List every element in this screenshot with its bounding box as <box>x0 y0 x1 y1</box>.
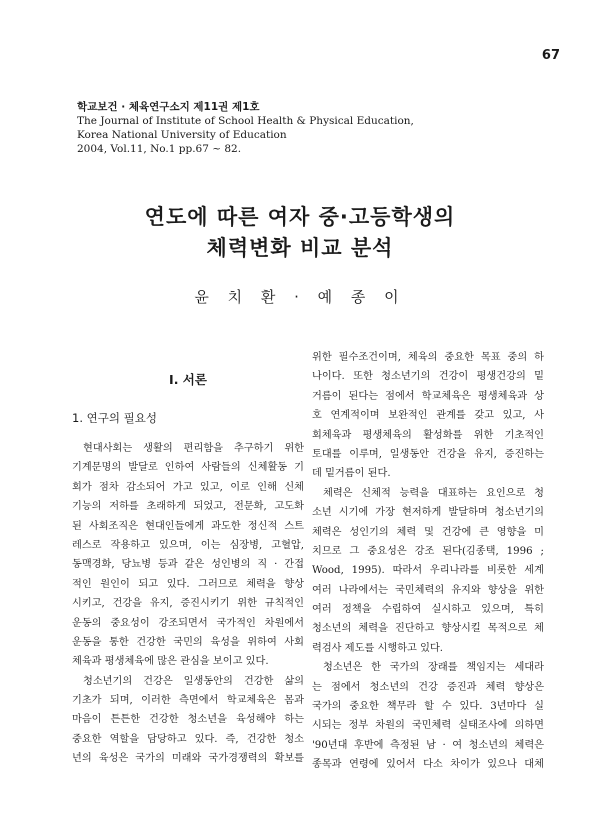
text-line: 중요한 역할을 담당하고 있다. 즉, 건강한 청소 <box>72 733 304 745</box>
text-line: 체력은 신체적 능력을 대표하는 요인으로 청 <box>323 487 544 499</box>
paragraph <box>312 484 544 659</box>
subsection-heading-necessity: 1. 연구의 필요성 <box>72 411 157 425</box>
paragraph <box>72 672 304 769</box>
paragraph <box>312 348 544 484</box>
text-line: 토대를 이루며, 일생동안 건강을 유지, 증진하는 <box>312 448 544 460</box>
text-line: 레스로 작용하고 있으며, 이는 심장병, 고혈압, <box>72 539 304 551</box>
page-number: 67 <box>541 48 560 63</box>
text-line: 시되는 정부 차원의 국민체력 실태조사에 의하면 <box>312 720 544 732</box>
text-line: 여러 나라에서는 국민체력의 유지와 향상을 위한 <box>312 584 544 596</box>
text-line: 현대사회는 생활의 편리함을 추구하기 위한 <box>83 443 304 454</box>
section-heading-introduction: Ⅰ. 서론 <box>169 372 207 387</box>
text-line: 치므로 그 중요성은 강조 된다(김종택, 1996 ; <box>312 545 544 557</box>
paragraph <box>72 439 304 672</box>
left-column <box>72 345 304 769</box>
text-line: 년의 육성은 국가의 미래와 국가경쟁력의 확보를 <box>72 753 304 765</box>
text-line: 시키고, 건강을 유지, 증진시키기 위한 규칙적인 <box>72 598 304 610</box>
text-line: 청소년의 체력을 진단하고 향상시킬 목적으로 체 <box>312 623 544 635</box>
text-line: 기계문명의 발달로 인하여 사람들의 신체활동 기 <box>72 462 304 474</box>
journal-name-english: The Journal of Institute of School Health & Physical Education, <box>77 115 414 127</box>
text-line: 청소년은 한 국가의 장래를 책임지는 세대라 <box>323 662 544 674</box>
text-line: Wood, 1995). 따라서 우리나라를 비롯한 세계 <box>312 565 544 577</box>
journal-info <box>77 100 537 156</box>
journal-citation: 2004, Vol.11, No.1 pp.67 ~ 82. <box>77 143 242 155</box>
text-line: 나이다. 또한 청소년기의 건강이 평생건강의 밑 <box>312 371 544 383</box>
right-column <box>312 348 544 775</box>
text-line: 회가 점차 감소되어 가고 있고, 이로 인해 신체 <box>72 481 304 493</box>
title-line-1: 연도에 따른 여자 중·고등학생의 <box>144 205 456 229</box>
text-line: 기초가 되며, 이러한 측면에서 학교체육은 몸과 <box>72 695 304 707</box>
text-line: 위한 필수조건이며, 체육의 중요한 목표 중의 하 <box>312 352 544 363</box>
article-title <box>0 202 600 264</box>
text-line: 국가의 중요한 책무라 할 수 있다. 3년마다 실 <box>312 701 544 713</box>
text-line: 회체육과 평생체육의 활성화를 위한 기초적인 <box>312 429 544 441</box>
text-line: '90년대 후반에 측정된 남 · 여 청소년의 체력은 <box>312 739 544 751</box>
text-line: 거름이 된다는 점에서 학교체육은 평생체육과 상 <box>312 390 544 402</box>
paragraph <box>312 658 544 774</box>
text-line: 체력은 성인기의 체력 및 건강에 큰 영향을 미 <box>312 526 544 538</box>
text-line: 호 연계적이며 보완적인 관계를 갖고 있고, 사 <box>312 410 544 422</box>
text-line: 체육과 평생체육에 많은 관심을 보이고 있다. <box>72 656 269 668</box>
text-line: 데 밑거름이 된다. <box>312 468 391 480</box>
text-line: 청소년기의 건강은 일생동안의 건강한 삶의 <box>83 675 304 687</box>
journal-institution: Korea National University of Education <box>77 129 287 141</box>
text-line: 동맥경화, 당뇨병 등과 같은 성인병의 직 · 간접 <box>72 559 304 571</box>
title-line-2: 체력변화 비교 분석 <box>206 236 394 260</box>
journal-name-korean: 학교보건 · 체육연구소지 제11권 제1호 <box>77 101 260 113</box>
text-line: 적인 원인이 되고 있다. 그러므로 체력을 향상 <box>72 578 304 590</box>
text-line: 운동을 통한 건강한 국민의 육성을 위하여 사회 <box>72 636 304 648</box>
text-line: 력검사 제도를 시행하고 있다. <box>312 642 444 654</box>
text-line: 종목과 연령에 있어서 다소 차이가 있으나 대체 <box>312 759 544 771</box>
text-line: 기능의 저하를 초래하게 되었고, 전문화, 고도화 <box>72 501 304 513</box>
authors: 윤 치 환 · 예 종 이 <box>194 288 406 306</box>
text-line: 마음이 튼튼한 건강한 청소년을 육성해야 하는 <box>72 714 304 726</box>
text-line: 여러 정책을 수립하여 실시하고 있으며, 특히 <box>312 604 544 616</box>
text-line: 된 사회조직은 현대인들에게 과도한 정신적 스트 <box>72 520 304 532</box>
text-line: 소년 시기에 가장 현저하게 발달하며 청소년기의 <box>312 507 544 519</box>
text-line: 운동의 중요성이 강조되면서 국가적인 차원에서 <box>72 617 304 629</box>
text-line: 는 점에서 청소년의 건강 증진과 체력 향상은 <box>312 681 544 693</box>
